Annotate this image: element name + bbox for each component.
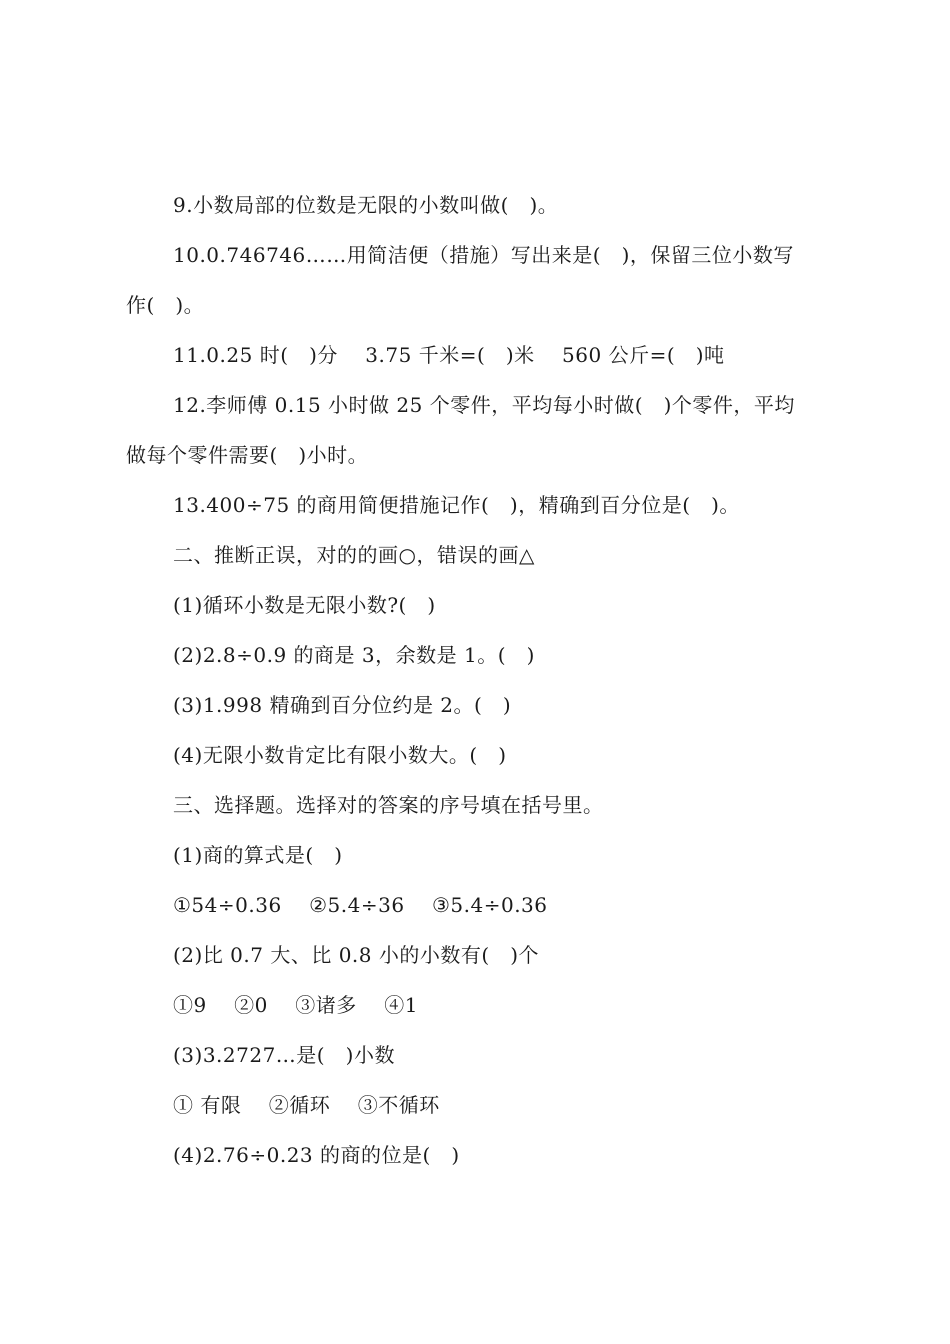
- section-2-heading: 二、推断正误，对的的画○，错误的画△: [173, 543, 535, 567]
- judge-item-4: (4)无限小数肯定比有限小数大。( ): [173, 743, 507, 767]
- question-10-line-1: 10.0.746746……用简洁便（措施）写出来是( )，保留三位小数写: [173, 243, 794, 267]
- choice-options-1: ①54÷0.36 ②5.4÷36 ③5.4÷0.36: [173, 893, 548, 917]
- choice-question-4: (4)2.76÷0.23 的商的位是( ): [173, 1143, 460, 1167]
- question-9: 9.小数局部的位数是无限的小数叫做( )。: [173, 193, 559, 217]
- choice-question-3: (3)3.2727…是( )小数: [173, 1043, 395, 1067]
- question-12-line-2: 做每个零件需要( )小时。: [126, 443, 369, 467]
- choice-question-2: (2)比 0.7 大、比 0.8 小的小数有( )个: [173, 943, 540, 967]
- judge-item-2: (2)2.8÷0.9 的商是 3，余数是 1。( ): [173, 643, 535, 667]
- judge-item-1: (1)循环小数是无限小数?( ): [173, 593, 436, 617]
- judge-item-3: (3)1.998 精确到百分位约是 2。( ): [173, 693, 512, 717]
- question-13: 13.400÷75 的商用简便措施记作( )，精确到百分位是( )。: [173, 493, 740, 517]
- section-3-heading: 三、选择题。选择对的答案的序号填在括号里。: [173, 793, 604, 817]
- choice-options-3: ① 有限 ②循环 ③不循环: [173, 1093, 440, 1117]
- question-12-line-1: 12.李师傅 0.15 小时做 25 个零件，平均每小时做( )个零件，平均: [173, 393, 795, 417]
- choice-question-1: (1)商的算式是( ): [173, 843, 343, 867]
- question-11: 11.0.25 时( )分 3.75 千米=( )米 560 公斤=( )吨: [173, 343, 725, 367]
- question-10-line-2: 作( )。: [126, 293, 205, 317]
- choice-options-2: ①9 ②0 ③诸多 ④1: [173, 993, 418, 1017]
